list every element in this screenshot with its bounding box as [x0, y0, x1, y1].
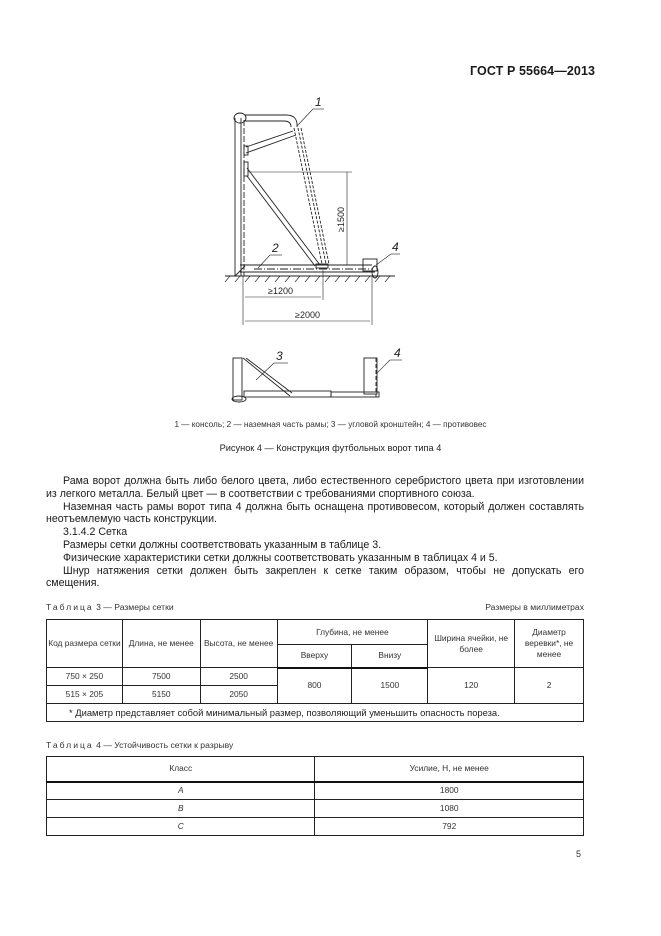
table-row: [47, 782, 584, 800]
table4-label: Таблица: [46, 740, 94, 750]
callout-1: 1: [315, 95, 322, 109]
dim-2000: ≥2000: [295, 310, 320, 320]
cell-length: 7500: [122, 668, 200, 686]
standard-code: ГОСТ Р 55664—2013: [470, 64, 596, 78]
paragraph-frame-color: Рама ворот должна быть либо белого цвета, либо естественного серебристого цвета при изготовлении из легкого металла. Белый цвет — в соответствии с требованиями спортивного союза.: [46, 475, 584, 500]
body-text: [46, 475, 584, 590]
cell-force: 1800: [315, 782, 584, 800]
header-mesh-width: Ширина ячейки, не более: [428, 620, 515, 668]
ground-hatching: [225, 276, 390, 282]
header-depth-top: Вверху: [277, 645, 352, 668]
table3-title: 3 — Размеры сетки: [96, 602, 174, 612]
section-heading-net: 3.1.4.2 Сетка: [63, 526, 128, 539]
cell-height: 2500: [200, 668, 277, 686]
figure-caption: Рисунок 4 — Конструкция футбольных ворот типа 4: [219, 443, 442, 453]
page-number: 5: [576, 849, 582, 859]
callout-2: 2: [272, 241, 279, 255]
cell-height: 2050: [200, 686, 277, 704]
cell-code: 750 × 250: [47, 668, 123, 686]
table4-title: 4 — Устойчивость сетки к разрыву: [96, 740, 234, 750]
paragraph-tension-cord: Шнур натяжения сетки должен быть закреплен к сетке таким образом, чтобы не допускать его смещения.: [46, 564, 584, 590]
cell-class: A: [47, 782, 315, 800]
table-row: [47, 800, 584, 818]
table3-units: Размеры в миллиметрах: [485, 602, 584, 612]
callout-3: 3: [276, 349, 283, 363]
paragraph-net-physical: Физические характеристики сетки должны соответствовать указанным в таблицах 4 и 5.: [63, 551, 498, 564]
cell-mesh-width: 120: [428, 668, 515, 704]
table-row: [47, 818, 584, 836]
cell-code: 515 × 205: [47, 686, 123, 704]
header-rope-diameter: Диаметр веревки*, не менее: [515, 620, 584, 668]
dim-1500: ≥1500: [336, 207, 346, 232]
table-row: [47, 668, 584, 686]
paragraph-counterweight: Наземная часть рамы ворот типа 4 должна быть оснащена противовесом, который должен составлять неотъемлемую часть конструкции.: [46, 500, 584, 526]
table4-net-tear-resistance: [46, 756, 584, 836]
table4-caption: [46, 740, 233, 750]
header-depth-bottom: Внизу: [352, 645, 428, 668]
figure-legend: 1 — консоль; 2 — наземная часть рамы; 3 — угловой кронштейн; 4 — противовес: [174, 420, 487, 429]
cell-class: B: [47, 800, 315, 818]
cell-class: C: [47, 818, 315, 836]
header-height: Высота, не менее: [200, 620, 277, 668]
cell-force: 792: [315, 818, 584, 836]
callout-4-plan: 4: [394, 346, 401, 360]
table3-footnote: * Диаметр представляет собой минимальный размер, позволяющий уменьшить опасность пореза.: [47, 704, 584, 722]
cell-rope-diameter: 2: [515, 668, 584, 704]
table3-label: Таблица: [46, 602, 94, 612]
cell-depth-bottom: 1500: [352, 668, 428, 704]
table3-caption: [46, 602, 174, 612]
header-code: Код размера сетки: [47, 620, 123, 668]
header-class: Класс: [47, 757, 315, 782]
header-depth: Глубина, не менее: [277, 620, 428, 645]
cell-depth-top: 800: [277, 668, 352, 704]
header-force: Усилие, Н, не менее: [315, 757, 584, 782]
figure-goal-drawing: [200, 90, 430, 410]
cell-force: 1080: [315, 800, 584, 818]
dim-1200: ≥1200: [268, 286, 293, 296]
header-length: Длина, не менее: [122, 620, 200, 668]
cell-length: 5150: [122, 686, 200, 704]
goal-frame-diagram: [200, 90, 430, 410]
callout-4: 4: [392, 240, 399, 254]
table3-net-dimensions: [46, 619, 584, 722]
paragraph-net-size: Размеры сетки должны соответствовать указанным в таблице 3.: [63, 538, 382, 551]
